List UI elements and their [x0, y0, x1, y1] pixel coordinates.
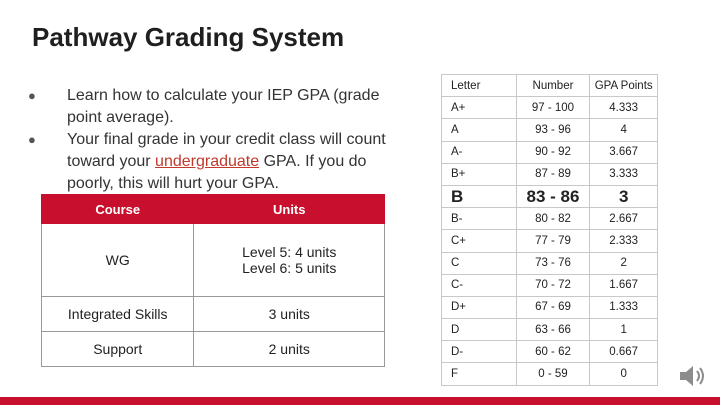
grade-letter-cell: D+: [442, 296, 517, 318]
gpa-points-cell: 2: [590, 252, 658, 274]
grade-letter-cell: C-: [442, 274, 517, 296]
units-line: Level 6: 5 units: [242, 260, 337, 276]
gpa-points-cell: 1.333: [590, 296, 658, 318]
speaker-icon[interactable]: [676, 360, 708, 397]
table-row: [442, 341, 658, 363]
gpa-points-cell: 3: [590, 185, 658, 207]
grade-letter-cell: B-: [442, 208, 517, 230]
table-row: [442, 163, 658, 185]
grade-number-cell: 73 - 76: [516, 252, 590, 274]
gpa-points-cell: 3.333: [590, 163, 658, 185]
grade-number-cell: 63 - 66: [516, 319, 590, 341]
table-row: [442, 208, 658, 230]
gpa-points-cell: 2.333: [590, 230, 658, 252]
grade-number-cell: 87 - 89: [516, 163, 590, 185]
course-cell: WG: [42, 224, 194, 297]
table-header-row: [442, 75, 658, 97]
table-row: [442, 274, 658, 296]
grade-letter-cell: B: [442, 185, 517, 207]
grade-number-cell: 60 - 62: [516, 341, 590, 363]
grade-letter-cell: C+: [442, 230, 517, 252]
table-row: [42, 297, 385, 332]
grade-letter-cell: D-: [442, 341, 517, 363]
grade-number-cell: 77 - 79: [516, 230, 590, 252]
grade-number-cell: 83 - 86: [516, 185, 590, 207]
table-row: [442, 319, 658, 341]
course-units-table: [41, 194, 385, 367]
header-units: Units: [194, 195, 385, 224]
table-header-row: [42, 195, 385, 224]
course-cell: Integrated Skills: [42, 297, 194, 332]
bullet-text-start: Your final grade in your credit class will count toward your: [67, 131, 386, 170]
table-row: [442, 119, 658, 141]
bullet-dot-icon: ●: [28, 88, 36, 103]
gpa-points-cell: 0: [590, 363, 658, 385]
table-row: [442, 252, 658, 274]
units-cell: 3 units: [194, 297, 385, 332]
units-cell: 2 units: [194, 332, 385, 367]
slide-title: Pathway Grading System: [32, 22, 345, 52]
grade-table-body: [442, 97, 658, 385]
grade-letter-cell: A: [442, 119, 517, 141]
bullet-text: Learn how to calculate your IEP GPA (grade point average).: [67, 87, 380, 126]
grade-scale-table: [441, 74, 658, 386]
grade-number-cell: 97 - 100: [516, 97, 590, 119]
bullet-list: [28, 85, 388, 195]
bullet-text-end: GPA. If you do poorly, this will hurt your GPA.: [67, 153, 367, 192]
table-row: [442, 97, 658, 119]
units-cell: [194, 224, 385, 297]
table-row: [442, 185, 658, 207]
header-gpa-points: GPA Points: [590, 75, 658, 97]
gpa-points-cell: 4: [590, 119, 658, 141]
bullet-dot-icon: ●: [28, 132, 36, 147]
header-course: Course: [42, 195, 194, 224]
header-letter: Letter: [442, 75, 517, 97]
table-row: [442, 230, 658, 252]
grade-number-cell: 90 - 92: [516, 141, 590, 163]
gpa-points-cell: 4.333: [590, 97, 658, 119]
gpa-points-cell: 1.667: [590, 274, 658, 296]
gpa-points-cell: 2.667: [590, 208, 658, 230]
grade-letter-cell: B+: [442, 163, 517, 185]
grade-letter-cell: F: [442, 363, 517, 385]
bullet-item: [28, 129, 388, 195]
undergraduate-link[interactable]: undergraduate: [155, 153, 260, 170]
gpa-points-cell: 3.667: [590, 141, 658, 163]
gpa-points-cell: 0.667: [590, 341, 658, 363]
table-row: [42, 332, 385, 367]
table-row: [442, 141, 658, 163]
table-row: [442, 296, 658, 318]
grade-letter-cell: C: [442, 252, 517, 274]
course-cell: Support: [42, 332, 194, 367]
bottom-accent-bar: [0, 397, 720, 405]
grade-letter-cell: A+: [442, 97, 517, 119]
units-line: Level 5: 4 units: [242, 244, 337, 260]
header-number: Number: [516, 75, 590, 97]
bullet-item: [28, 85, 388, 129]
table-row: [442, 363, 658, 385]
grade-number-cell: 67 - 69: [516, 296, 590, 318]
grade-number-cell: 80 - 82: [516, 208, 590, 230]
gpa-points-cell: 1: [590, 319, 658, 341]
grade-letter-cell: D: [442, 319, 517, 341]
grade-number-cell: 70 - 72: [516, 274, 590, 296]
grade-number-cell: 0 - 59: [516, 363, 590, 385]
grade-letter-cell: A-: [442, 141, 517, 163]
grade-number-cell: 93 - 96: [516, 119, 590, 141]
table-row: [42, 224, 385, 297]
